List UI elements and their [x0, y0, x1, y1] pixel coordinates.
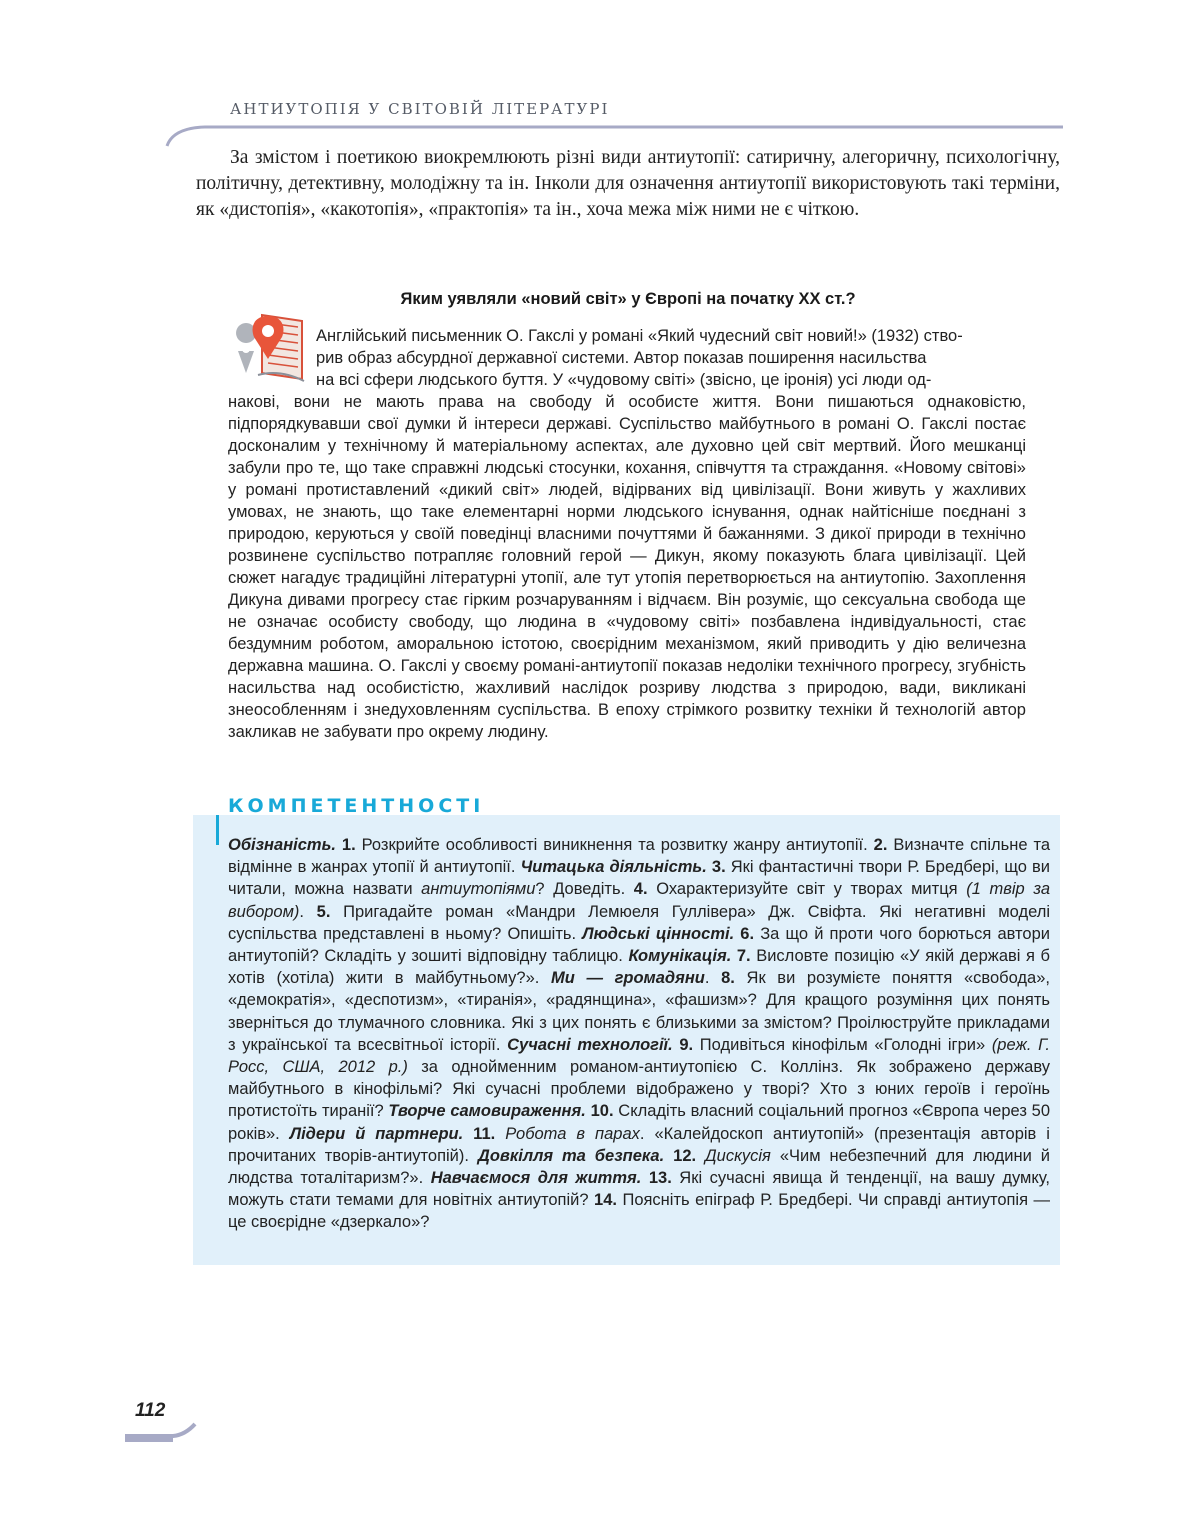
task-number: 13.	[641, 1169, 672, 1188]
task-number: 2.	[873, 836, 888, 854]
footer-swoosh	[125, 1422, 197, 1444]
running-header: АНТИУТОПІЯ У СВІТОВІЙ ЛІТЕРАТУРІ	[230, 100, 610, 118]
competency-text: Пригадайте роман «Мандри Лемюеля Гуллівера» Дж. Свіфта. Які негативні моделі суспільства представлені в ньому? Опишіть.	[228, 902, 1050, 943]
competency-text: .	[299, 902, 317, 921]
competencies-text	[228, 834, 1050, 1234]
task-number: 5.	[316, 902, 331, 921]
task-number: 6.	[734, 924, 755, 943]
page-number: 112	[135, 1400, 166, 1421]
competency-label: Довкілля та безпека.	[477, 1146, 665, 1165]
task-number: 11.	[463, 1124, 496, 1143]
competency-label: Читацька діяльність.	[520, 858, 707, 877]
competencies-accent-bar	[216, 815, 219, 845]
task-number: 14.	[594, 1191, 617, 1210]
story-line: Англійський письменник О. Гакслі у романі «Який чудесний світ новий!» (1932) ство-	[316, 327, 963, 345]
task-number: 7.	[731, 947, 751, 966]
intro-text: За змістом і поетикою виокремлюють різні види антиутопії: сатиричну, алегоричну, психологічну, політичну, детективну, молодіжну та ін. Інколи для означення антиутопії використовують такі терміни, як «дистопія», «какотопія», «практопія» та ін., хоча межа між ними не є чіткою.	[196, 147, 1060, 220]
competency-label: Навчаємося для життя.	[430, 1169, 642, 1188]
header-rule	[165, 118, 1065, 148]
competency-text: Визначте спільне та відмінне в жанрах утопії й антиутопії.	[228, 836, 1050, 877]
competency-text: за однойменним романом-антиутопією С. Коллінз. Як зображено державу майбутнього в кінофільмі? Які сучасні проблеми відображено у творі? Хто з юних героїв і героїнь протистоїть тиранії?	[228, 1058, 1050, 1121]
competency-text: . «Калейдоскоп антиутопій» (презентація авторів і прочитаних творів-антиутопій).	[228, 1124, 1050, 1165]
task-number: 3.	[706, 858, 726, 877]
competency-text: ? Доведіть.	[535, 880, 634, 899]
section-title: Яким уявляли «новий світ» у Європі на початку ХХ ст.?	[400, 290, 856, 308]
map-pin-book-icon	[232, 313, 308, 385]
competency-text: «Чим небезпечний для людини й людства тоталітаризм?».	[228, 1146, 1050, 1188]
story-line: рив образ абсурдної державної системи. Автор показав поширення насильства	[316, 349, 927, 367]
competency-text: За що й проти чого борються автори антиутопій? Складіть у зошиті відповідну таблицю.	[228, 924, 1050, 966]
competency-text	[495, 1125, 505, 1143]
competency-text: Які сучасні явища й тенденції, на вашу думку, можуть стати темами для новітніх антиутопій?	[228, 1169, 1050, 1210]
competency-text: Висловте позицію «У якій державі я б хотів (хотіла) жити в майбутньому?».	[228, 947, 1050, 988]
competencies-heading: КОМПЕТЕНТНОСТІ	[228, 795, 485, 817]
competency-text: .	[704, 969, 722, 988]
competency-text: Складіть власний соціальний прогноз «Європа через 50 років».	[228, 1102, 1050, 1143]
competency-label: Комунікація.	[628, 947, 732, 966]
competency-label: Лідери й партнери.	[289, 1124, 464, 1143]
competency-label: Творче самовираження.	[388, 1102, 586, 1121]
story-body: накові, вони не мають права на свободу й особисте життя. Вони пишаються однаковістю, підпорядкувавши свої думки й інтереси державі. Суспільство майбутнього в романі О. Гакслі постає досконалим у технічному й матеріальному аспектах, але духовно цей світ мертвий. Його мешканці забули про те, що таке справжні людські стосунки, кохання, співчуття та страждання. «Новому світові» у романі протиставлений «дикий світ» людей, відірваних від цивілізації. Вони живуть у жахливих умовах, не знають, що таке елементарні норми людського існування, однак найтісніше поєднані з природою, керуються у своїй поведінці власними почуттями й бажаннями. З дикої природи в технічно розвинене суспільство потрапляє головний герой — Дикун, якому показують блага цивілізації. Цей сюжет нагадує традиційні літературні утопії, але тут утопія перетворюється на антиутопію. Захоплення Дикуна дивами прогресу стає гірким розчаруванням і відчаєм. Він розуміє, що сексуальна свобода ще не означає особисту свободу, що людина в «чудовому світі» позбавлена індивідуальності, стає бездумним роботом, аморальною істотою, своєрідним механізмом, який приводить у дію величезна державна машина. О. Гакслі у своєму романі-антиутопії показав недоліки технічного прогресу, згубність насильства над особистістю, жахливий наслідок розриву людства з природою, вади, викликані знеособленням і знедуховленням суспільства. В епоху стрімкого розвитку техніки й технологій автор закликав не забувати про окрему людину.	[228, 393, 1026, 741]
competency-text: Дискусія	[705, 1146, 771, 1165]
task-number: 8.	[721, 969, 735, 988]
competency-text: антиутопіями	[421, 880, 536, 899]
task-number: 9.	[672, 1035, 694, 1054]
task-number: 1.	[335, 836, 356, 854]
competency-label: Сучасні технології.	[507, 1035, 673, 1054]
competency-label: Обізнаність.	[228, 836, 336, 854]
intro-paragraph	[196, 145, 1060, 223]
task-number: 10.	[585, 1102, 614, 1121]
task-number: 4.	[633, 880, 648, 899]
competency-text: Охарактеризуйте світ у творах митця	[647, 880, 967, 899]
competency-text: Розкрийте особливості виникнення та розвитку жанру антиутопії.	[355, 836, 874, 854]
competency-label: Людські цінності.	[582, 924, 735, 943]
competency-text: (1 твір за вибором)	[228, 880, 1051, 921]
competency-text: Поясніть епіграф Р. Бредбері. Чи справді антиутопія — це своєрідне «дзеркало»?	[228, 1191, 1051, 1232]
competency-text: Як ви розумієте поняття «свобода», «демократія», «деспотизм», «тиранія», «радянщина», «фашизм»? Для кращого розуміння цих понять зверніться до тлумачного словника. Які з цих понять є близькими за змістом? Проілюструйте прикладами з української та всесвітньої історії.	[228, 969, 1050, 1054]
task-number: 12.	[664, 1146, 697, 1165]
competency-text: Які фантастичні твори Р. Бредбері, що ви читали, можна назвати	[228, 858, 1050, 899]
story-first-lines	[316, 325, 1026, 391]
competency-text: Подивіться кінофільм «Голодні ігри»	[693, 1035, 992, 1054]
competency-label: Ми — громадяни	[550, 969, 705, 988]
competency-text: Робота в парах	[505, 1124, 640, 1143]
competency-text: (реж. Г. Росс, США, 2012 р.)	[228, 1035, 1050, 1077]
competency-text	[696, 1147, 705, 1165]
story-line: на всі сфери людського буття. У «чудовому світі» (звісно, це іронія) усі люди од-	[316, 371, 932, 389]
